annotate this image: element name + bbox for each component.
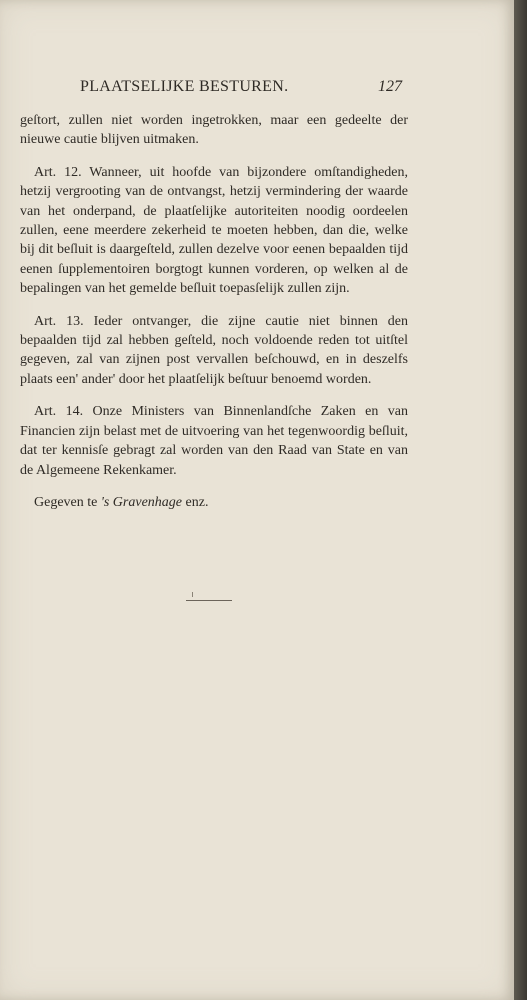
page-header [0,78,514,102]
paragraph-article-13: Art. 13. Ieder ontvanger, die zijne cautie niet binnen den bepaalden tijd zal hebben geſteld, noch voldoende reden tot uitſtel gegeven, zal van zijnen post vervallen beſchouwd, en in deszelfs plaats een' ander' door het plaatſelijk beſtuur benoemd worden. [20,313,408,387]
closing-suffix: enz. [182,494,209,510]
closing-place: 's Gravenhage [100,494,183,510]
paragraph-article-12: Art. 12. Wanneer, uit hoofde van bijzondere omſtandigheden, hetzij vergrooting van de ontvangst, hetzij vermindering der waarde van het onderpand, de plaatſelijke autoriteiten noodig oordeelen zullen, eene meerdere zekerheid te moeten hebben, dan die, welke bij dit beſluit is daargeſteld, zullen dezelve voor eenen bepaalden tijd eenen ſupplementoiren borgtogt kunnen vorderen, op welken al de bepalingen van het gemelde beſluit toepasſelijk zullen zijn. [20,164,408,297]
paragraph-article-14: Art. 14. Onze Ministers van Binnenlandſche Zaken en van Financien zijn belast met de uitvoering van het tegenwoordig beſluit, dat ter kennisſe gebragt zal worden van den Raad van State en van de Algemeene Rekenkamer. [20,404,408,478]
ornament-mark [192,592,193,597]
body-text [20,111,408,512]
paragraph-continuation: geſtort, zullen niet worden ingetrokken, maar een gedeelte der nieuwe cautie blijven uitmaken. [20,113,408,148]
page-edge [514,0,527,1000]
running-head: PLAATSELIJKE BESTUREN. [80,78,289,95]
closing-prefix: Gegeven te [34,494,101,510]
page-number: 127 [378,78,402,95]
end-rule [186,600,232,601]
closing-line [20,493,408,512]
